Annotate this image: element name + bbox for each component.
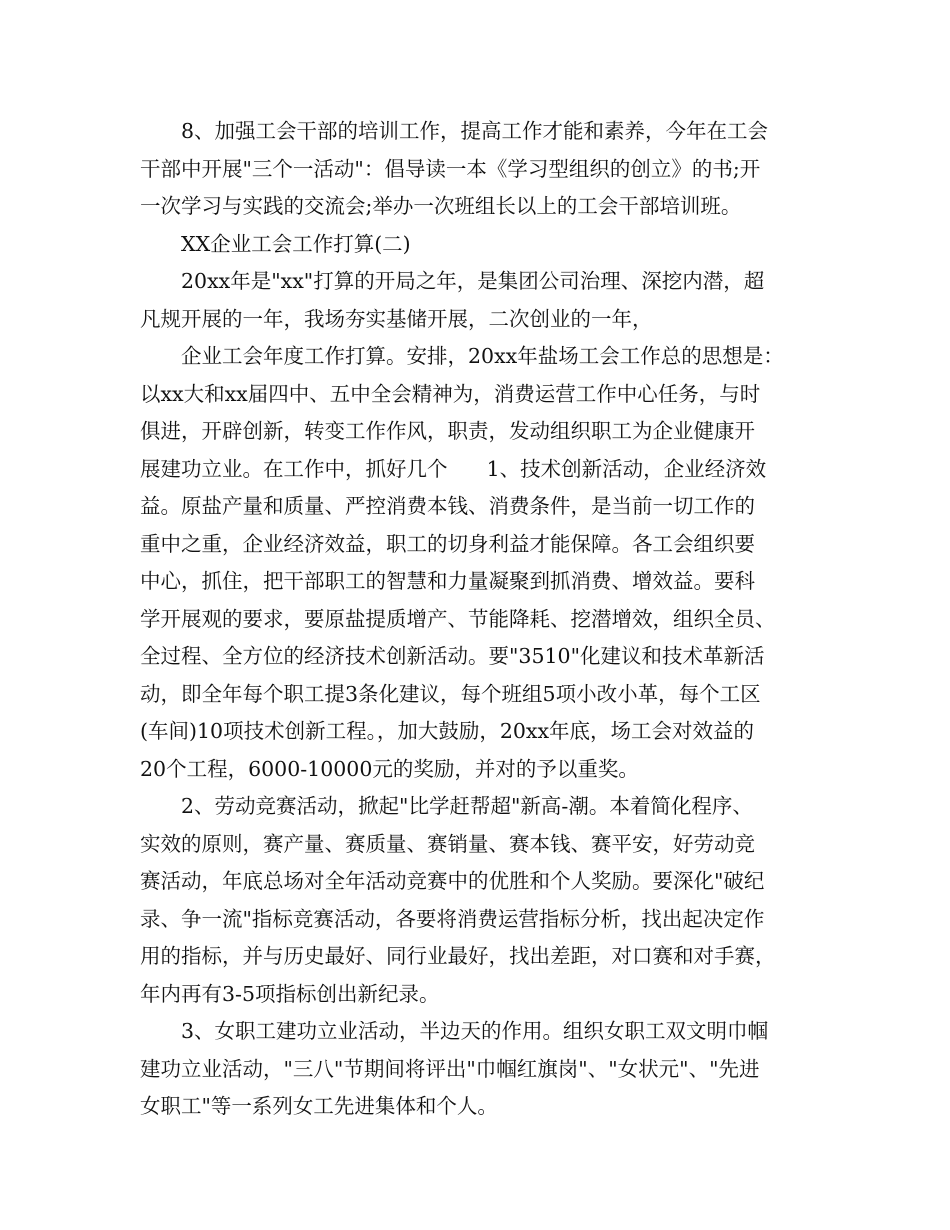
text-line: 重中之重，企业经济效益，职工的切身利益才能保障。各工会组织要 (140, 531, 755, 556)
text-line: 展建功立业。在工作中，抓好几个 1、技术创新活动，企业经济效 (140, 456, 767, 481)
text-line: 动，即全年每个职工提3条化建议，每个班组5项小改小革，每个工区 (140, 681, 761, 706)
text-line: 凡规开展的一年，我场夯实基储开展，二次创业的一年， (140, 306, 653, 331)
text-line: 3、女职工建功立业活动，半边天的作用。组织女职工双文明巾帼 (181, 1019, 769, 1043)
text-line: 录、争一流"指标竞赛活动，各要将消费运营指标分析，找出起决定作 (140, 906, 765, 931)
text-line: 企业工会年度工作打算。安排，20xx年盐场工会工作总的思想是： (181, 344, 784, 368)
text-line: 学开展观的要求，要原盐提质增产、节能降耗、挖潜增效，组织全员、 (140, 606, 776, 631)
text-line: 干部中开展"三个一活动"：倡导读一本《学习型组织的创立》的书;开 (140, 156, 761, 181)
text-line: 用的指标，并与历史最好、同行业最好，找出差距，对口赛和对手赛， (140, 944, 776, 968)
text-line: 8、加强工会干部的培训工作，提高工作才能和素养，今年在工会 (181, 119, 769, 143)
text-line: 年内再有3-5项指标创出新纪录。 (140, 981, 440, 1006)
text-line: 中心，抓住，把干部职工的智慧和力量凝聚到抓消费、增效益。要科 (140, 569, 755, 593)
text-line: 女职工"等一系列女工先进集体和个人。 (140, 1094, 498, 1118)
paragraph-item-3 (140, 1013, 812, 1126)
text-line: (车间)10项技术创新工程。，加大鼓励，20xx年底，场工会对效益的 (140, 719, 755, 743)
text-line: 俱进，开辟创新，转变工作作风，职责，发动组织职工为企业健康开 (140, 419, 755, 443)
text-line: 2、劳动竞赛活动，掀起"比学赶帮超"新高-潮。本着简化程序、 (181, 794, 753, 818)
section-heading (140, 226, 812, 264)
text-line: 建功立业活动，"三八"节期间将评出"巾帼红旗岗"、"女状元"、"先进 (140, 1056, 760, 1081)
text-line: 一次学习与实践的交流会;举办一次班组长以上的工会干部培训班。 (140, 194, 742, 218)
text-line: 赛活动，年底总场对全年活动竞赛中的优胜和个人奖励。要深化"破纪 (140, 869, 765, 893)
text-line: 20个工程，6000-10000元的奖励，并对的予以重奖。 (140, 756, 639, 781)
document-body (140, 113, 812, 1126)
text-line: 全过程、全方位的经济技术创新活动。要"3510"化建议和技术革新活 (140, 644, 765, 668)
text-line: 益。原盐产量和质量、严控消费本钱、消费条件，是当前一切工作的 (140, 494, 755, 518)
text-line: 以xx大和xx届四中、五中全会精神为，消费运营工作中心任务，与时 (140, 381, 761, 406)
heading-text: XX企业工会工作打算(二) (181, 231, 411, 256)
text-line: 20xx年是"xx"打算的开局之年，是集团公司治理、深挖内潜，超 (181, 269, 765, 293)
text-line: 实效的原则，赛产量、赛质量、赛销量、赛本钱、赛平安，好劳动竞 (140, 831, 755, 856)
paragraph-item-8 (140, 113, 812, 226)
paragraph-plan (140, 338, 812, 788)
paragraph-intro (140, 263, 812, 338)
paragraph-item-2 (140, 788, 812, 1013)
